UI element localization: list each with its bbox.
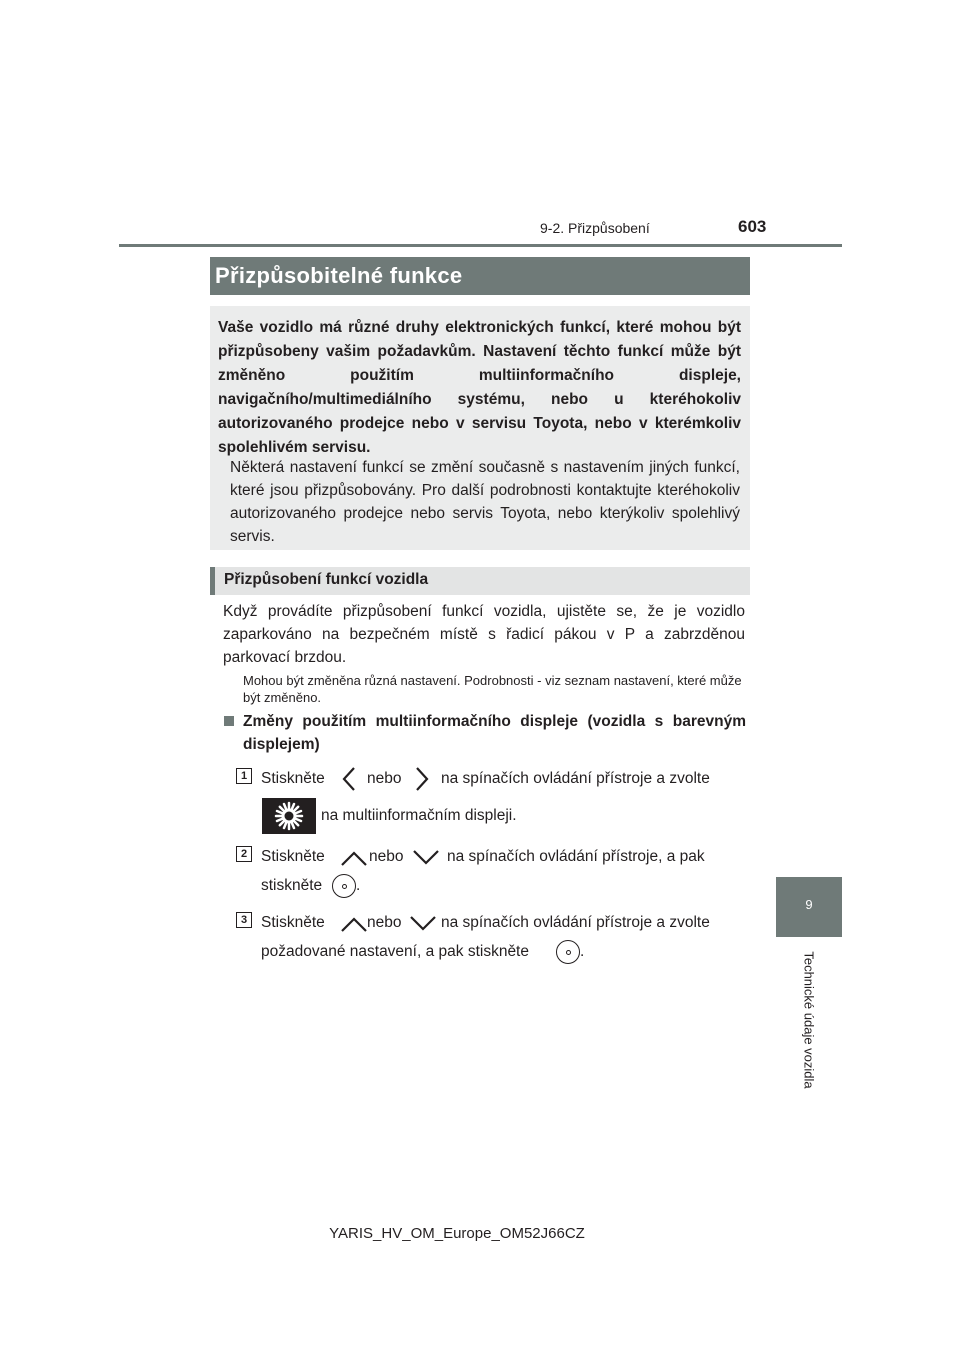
chapter-tab (776, 877, 842, 937)
intro-bold-text: Vaše vozidlo má různé druhy elektronických funkcí, které mohou být přizpůsobeny vašim požadavkům. Nastavení těchto funkcí může být změněno použitím multiinformačního displeje, navigačního/multimediálního systému, nebo u kteréhokoliv autorizovaného prodejce nebo v servisu Toyota, nebo v kterémkoliv spolehlivém servisu. (218, 319, 741, 456)
step-3-line-2: požadované nastavení, a pak stiskněte (261, 943, 529, 960)
enter-button-icon (556, 940, 580, 964)
chevron-up-icon (340, 917, 368, 933)
section-title: Přizpůsobitelné funkce (215, 263, 463, 288)
step-1-line-2: na multiinformačním displeji. (321, 807, 517, 824)
chevron-down-icon (409, 915, 437, 931)
chevron-down-icon (412, 849, 440, 865)
step-2-word-or: nebo (369, 848, 404, 865)
subheading-text: Přizpůsobení funkcí vozidla (224, 571, 429, 588)
step-2-text-end: na spínačích ovládání přístroje, a pak (447, 848, 705, 865)
chevron-left-icon (342, 766, 356, 792)
settings-gear-icon (262, 798, 316, 834)
step-2-period: . (356, 877, 361, 894)
step-1-text-end: na spínačích ovládání přístroje a zvolte (441, 770, 710, 787)
chevron-right-icon (415, 766, 429, 792)
enter-button-icon (332, 874, 356, 898)
step-2-line-2: stiskněte (261, 877, 323, 894)
chevron-up-icon (340, 851, 368, 867)
step-2-word-press: Stiskněte (261, 848, 325, 865)
step-3-text-end: na spínačích ovládání přístroje a zvolte (441, 914, 710, 931)
note-text: Mohou být změněna různá nastavení. Podrobnosti - viz seznam nastavení, které může být změněno. (243, 673, 742, 705)
chapter-number: 9 (805, 897, 813, 912)
step-3-word-press: Stiskněte (261, 914, 325, 931)
subheading-accent (210, 567, 215, 595)
step-3-word-or: nebo (367, 914, 402, 931)
bullet-square-icon (224, 716, 234, 726)
step-2-number: 2 (236, 846, 252, 862)
step-3-number: 3 (236, 912, 252, 928)
section-title-bar (210, 257, 750, 295)
page-number: 603 (738, 217, 767, 236)
paragraph-text: Když provádíte přizpůsobení funkcí vozidla, ujistěte se, že je vozidlo zaparkováno na bezpečném místě s řadicí pákou v P a zabrzděnou parkovací brzdou. (223, 603, 745, 666)
bullet-heading: Změny použitím multiinformačního displeje (vozidla s barevným displejem) (243, 713, 746, 753)
step-1-word-or: nebo (367, 770, 402, 787)
step-1-word-press: Stiskněte (261, 770, 325, 787)
chapter-title: Technické údaje vozidla (801, 951, 817, 1089)
section-header: 9-2. Přizpůsobení (540, 220, 650, 236)
subheading-bar (210, 567, 750, 595)
footer-code: YARIS_HV_OM_Europe_OM52J66CZ (329, 1225, 585, 1242)
intro-box (210, 306, 750, 550)
step-3-period: . (580, 943, 585, 960)
header-rule (119, 244, 842, 247)
step-1-number: 1 (236, 768, 252, 784)
document-footer (0, 1225, 960, 1242)
intro-normal-text: Některá nastavení funkcí se změní současně s nastavením jiných funkcí, které jsou přizpůsobovány. Pro další podrobnosti kontaktujte kteréhokoliv autorizovaného prodejce nebo servis Toyota, nebo kterýkoliv spolehlivý servis. (230, 459, 740, 545)
